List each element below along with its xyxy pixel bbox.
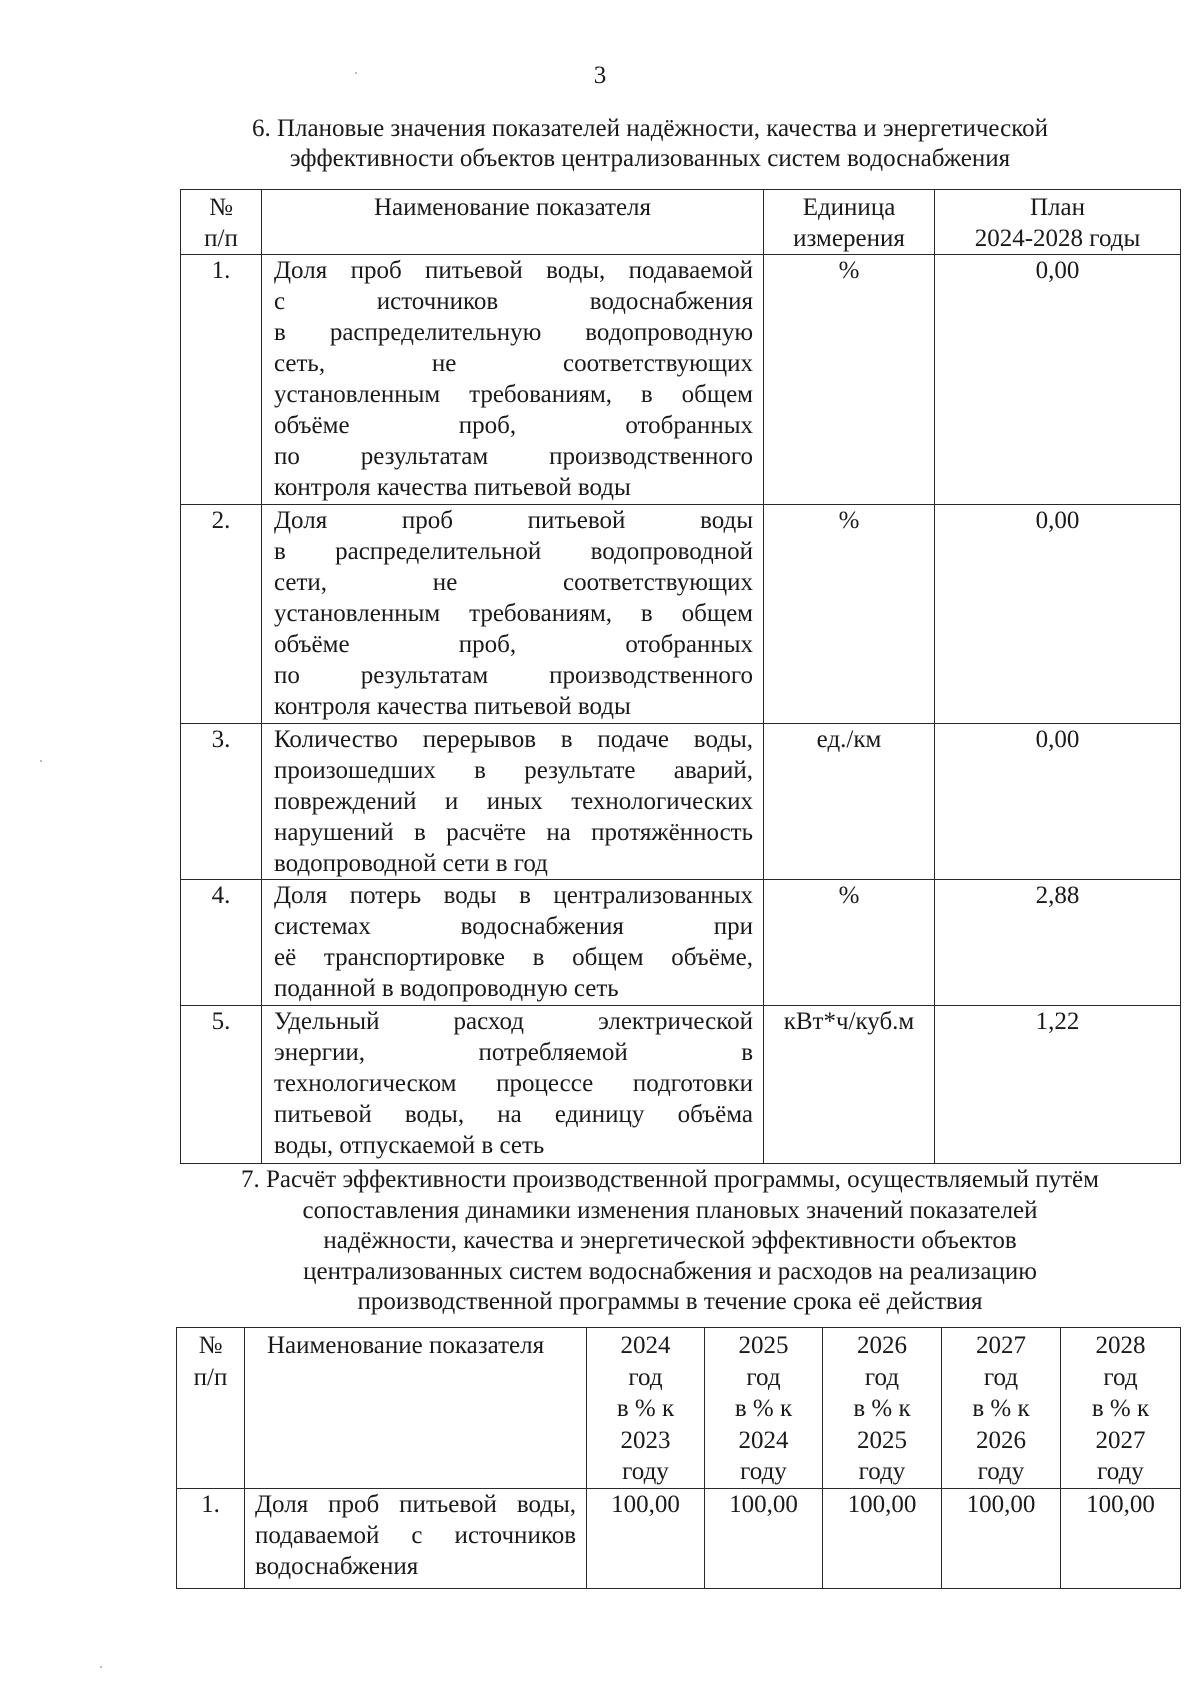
indicator-name-line: её транспортировке в общем объёме,: [274, 944, 753, 971]
header-text: Единица: [802, 194, 896, 221]
header-text: измерения: [793, 225, 905, 252]
indicator-name-line: воды, отпускаемой в сеть: [274, 1132, 545, 1159]
unit-of-measure: %: [764, 505, 935, 724]
percent-value: 100,00: [705, 1488, 823, 1588]
section7-title-line: надёжности, качества и энергетической эффективности объектов: [323, 1227, 1017, 1254]
header-text: году: [858, 1458, 906, 1485]
header-text: в % к: [616, 1395, 675, 1422]
header-text: году: [622, 1458, 669, 1485]
header-text: год: [628, 1363, 663, 1391]
table-row: [181, 880, 1181, 1006]
header-text: 2025: [738, 1332, 789, 1359]
table-row: [181, 505, 1181, 724]
plan-value: 0,00: [935, 255, 1181, 505]
indicator-name-line: повреждений и иных технологических: [274, 788, 753, 815]
header-year: [1061, 1328, 1181, 1489]
indicator-name-line: сети, не соответствующих: [274, 569, 753, 596]
table-header-row: [177, 1328, 1181, 1489]
header-num: [177, 1328, 245, 1489]
plan-value: 1,22: [935, 1006, 1181, 1164]
indicator-name-line: контроля качества питьевой воды: [274, 693, 631, 720]
unit-of-measure: ед./км: [764, 724, 935, 880]
indicator-name-line: системах водоснабжения при: [274, 913, 753, 940]
header-text: году: [740, 1458, 787, 1485]
indicator-name-line: технологическом процессе подготовки: [274, 1070, 753, 1097]
header-text: в % к: [734, 1395, 793, 1422]
header-text: году: [1097, 1458, 1144, 1485]
section7-title: [170, 1165, 1170, 1318]
header-text: 2025: [857, 1426, 907, 1454]
header-text: год: [746, 1363, 781, 1391]
header-year: [823, 1328, 942, 1489]
indicators-plan-table: [180, 189, 1181, 1164]
indicator-name-line: установленным требованиям, в общем: [274, 381, 753, 408]
unit-of-measure: %: [764, 255, 935, 505]
header-text: №: [198, 1332, 223, 1359]
indicator-name-line: Доля потерь воды в централизованных: [274, 882, 753, 909]
section7-title-line: централизованных систем водоснабжения и расходов на реализацию: [303, 1257, 1037, 1285]
header-text: 2023: [620, 1426, 671, 1454]
row-number: 3.: [181, 724, 262, 880]
section6-title-line: эффективности объектов централизованных систем водоснабжения: [289, 145, 1011, 172]
header-text: год: [864, 1363, 900, 1391]
table-row: [181, 255, 1181, 505]
table-row: [177, 1488, 1181, 1588]
indicator-name-line: по результатам производственного: [274, 662, 753, 689]
row-number: 1.: [177, 1488, 245, 1588]
percent-value: 100,00: [1061, 1488, 1181, 1588]
header-unit: [764, 190, 935, 255]
header-year: [587, 1328, 705, 1489]
indicator-name-line: Доля проб питьевой воды, подаваемой: [274, 257, 753, 284]
indicator-name-line: произошедших в результате аварий,: [274, 757, 753, 784]
header-text: 2024: [738, 1426, 789, 1454]
percent-value: 100,00: [942, 1488, 1061, 1588]
indicator-name-line: по результатам производственного: [274, 443, 753, 470]
header-text: год: [983, 1363, 1019, 1391]
header-text: №: [209, 194, 233, 221]
header-text: 2028: [1095, 1332, 1146, 1359]
percent-value: 100,00: [823, 1488, 942, 1588]
header-text: 2026: [857, 1332, 907, 1359]
header-text: в % к: [972, 1395, 1030, 1422]
indicator-name: [262, 724, 764, 880]
indicator-name-line: объёме проб, отобранных: [274, 412, 753, 439]
indicator-name-line: подаваемой с источников: [255, 1521, 576, 1549]
header-text: 2027: [976, 1332, 1026, 1359]
indicator-name-line: Количество перерывов в подаче воды,: [274, 726, 753, 753]
row-number: 4.: [181, 880, 262, 1006]
header-text: 2024: [620, 1332, 671, 1359]
unit-of-measure: %: [764, 880, 935, 1006]
indicator-name-line: поданной в водопроводную сеть: [274, 975, 619, 1002]
section7-title-line: 7. Расчёт эффективности производственной программы, осуществляемый путём: [241, 1166, 1099, 1193]
indicator-name: [262, 255, 764, 505]
table-header-row: [181, 190, 1181, 255]
section7-title-line: производственной программы в течение срока её действия: [357, 1288, 983, 1315]
table-row: [181, 1006, 1181, 1164]
plan-value: 2,88: [935, 880, 1181, 1006]
indicator-name-line: в распределительной водопроводной: [274, 538, 753, 565]
plan-value: 0,00: [935, 724, 1181, 880]
header-text: году: [977, 1458, 1025, 1485]
indicator-name-line: в распределительную водопроводную: [274, 319, 753, 346]
indicator-name-line: Доля проб питьевой воды,: [255, 1490, 576, 1518]
header-text: в % к: [853, 1395, 911, 1422]
row-number: 2.: [181, 505, 262, 724]
header-text: год: [1103, 1363, 1138, 1391]
header-text: 2026: [976, 1426, 1026, 1454]
header-plan: [935, 190, 1181, 255]
header-text: 2024-2028 годы: [974, 225, 1141, 252]
indicator-name: [262, 880, 764, 1006]
section6-title: [150, 114, 1150, 174]
indicator-name-line: контроля качества питьевой воды: [274, 474, 631, 501]
header-text: План: [1029, 194, 1085, 221]
indicator-name-line: объёме проб, отобранных: [274, 631, 753, 658]
indicator-name-line: установленным требованиям, в общем: [274, 600, 753, 627]
header-name: Наименование показателя: [262, 190, 764, 255]
indicator-name-line: нарушений в расчёте на протяжённость: [274, 819, 753, 846]
indicator-name-line: Доля проб питьевой воды: [274, 507, 753, 534]
indicator-name: [262, 505, 764, 724]
indicator-name-line: сеть, не соответствующих: [274, 350, 753, 377]
page-number: 3: [593, 62, 607, 89]
header-year: [942, 1328, 1061, 1489]
indicator-name-line: водоснабжения: [255, 1552, 419, 1580]
header-text: 2027: [1095, 1426, 1146, 1454]
indicator-name-line: водопроводной сети в год: [274, 850, 548, 877]
plan-value: 0,00: [935, 505, 1181, 724]
header-name: Наименование показателя: [245, 1328, 587, 1489]
table-row: [181, 724, 1181, 880]
section7-title-line: сопоставления динамики изменения плановых значений показателей: [302, 1196, 1038, 1224]
unit-of-measure: кВт*ч/куб.м: [764, 1006, 935, 1164]
efficiency-calculation-table: [176, 1327, 1181, 1589]
header-text: п/п: [204, 225, 238, 252]
header-num: [181, 190, 262, 255]
section6-title-line: 6. Плановые значения показателей надёжности, качества и энергетической: [251, 115, 1049, 142]
percent-value: 100,00: [587, 1488, 705, 1588]
header-text: в % к: [1091, 1395, 1150, 1422]
indicator-name-line: питьевой воды, на единицу объёма: [274, 1101, 753, 1128]
row-number: 1.: [181, 255, 262, 505]
indicator-name-line: с источников водоснабжения: [274, 288, 753, 315]
header-text: п/п: [193, 1363, 228, 1391]
indicator-name-line: энергии, потребляемой в: [274, 1039, 753, 1066]
indicator-name: [245, 1488, 587, 1588]
row-number: 5.: [181, 1006, 262, 1164]
indicator-name: [262, 1006, 764, 1164]
header-year: [705, 1328, 823, 1489]
indicator-name-line: Удельный расход электрической: [274, 1008, 753, 1035]
